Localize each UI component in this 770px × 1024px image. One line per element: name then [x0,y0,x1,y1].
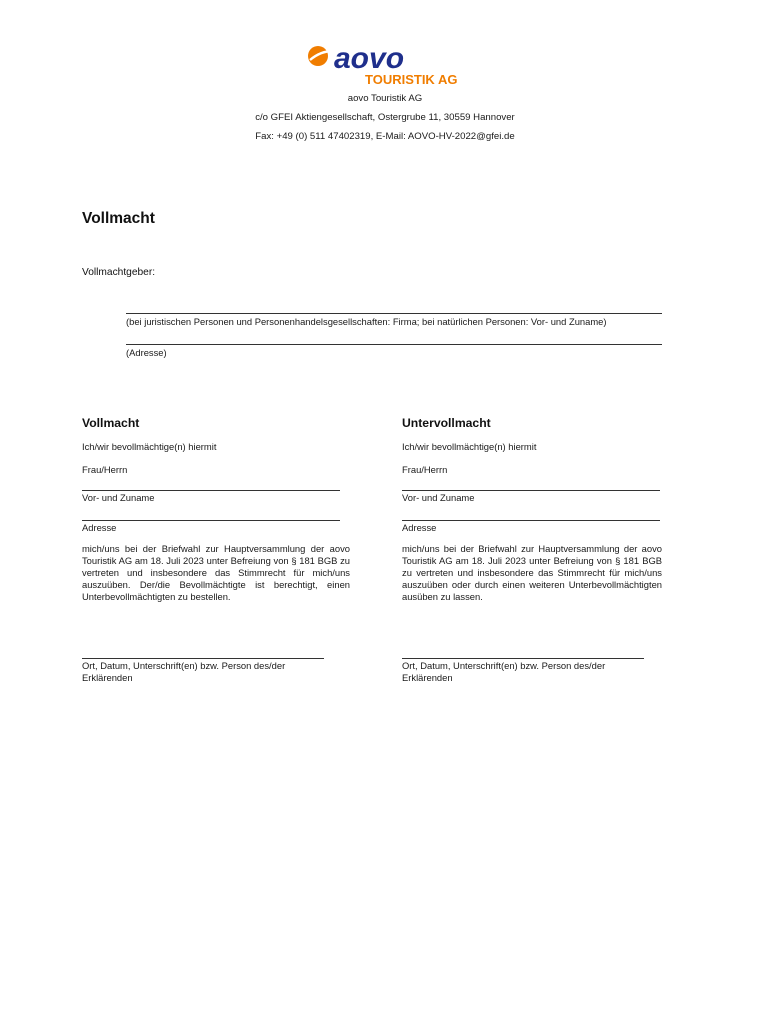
aovo-logo-graphic [304,40,476,86]
left-address-label: Adresse [82,522,117,533]
right-address-label: Adresse [402,522,437,533]
company-address: c/o GFEI Aktiengesellschaft, Ostergrube 11, 30559 Hannover [255,112,515,123]
left-intro: Ich/wir bevollmächtige(n) hiermit [82,441,217,452]
logo-orange-ball-icon [308,46,328,66]
left-signature-label: Ort, Datum, Unterschrift(en) bzw. Person des/der Erklärenden [82,660,286,683]
right-salutation: Frau/Herrn [402,464,448,475]
right-name-field[interactable] [402,490,660,491]
grantor-label: Vollmachtgeber: [82,267,156,278]
company-logo [304,40,476,86]
grantor-name-field[interactable] [126,313,662,314]
company-contact: Fax: +49 (0) 511 47402319, E-Mail: AOVO-HV-2022@gfei.de [255,131,515,142]
left-address-field[interactable] [82,520,340,521]
left-name-label: Vor- und Zuname [82,492,155,503]
left-signature-field[interactable] [82,658,324,659]
grantor-name-hint: (bei juristischen Personen und Personenhandelsgesellschaften: Firma; bei natürlichen Personen: Vor- und Zuname) [126,316,607,327]
left-body-text: mich/uns bei der Briefwahl zur Hauptversammlung der aovo Touristik AG am 18. Juli 2023 unter Befreiung von § 181 BGB zu vertreten und insbesondere das Stimmrecht für mich/uns auszuüben. Der/die Bevollmächtigte ist berechtigt, einen Unterbevollmächtigten zu bestellen. [82,543,350,602]
left-column-title: Vollmacht [82,416,140,430]
left-name-field[interactable] [82,490,340,491]
right-name-label: Vor- und Zuname [402,492,475,503]
logo-brand-text: aovo [334,42,405,75]
right-intro: Ich/wir bevollmächtige(n) hiermit [402,441,537,452]
right-signature-label: Ort, Datum, Unterschrift(en) bzw. Person des/der Erklärenden [402,660,606,683]
left-salutation: Frau/Herrn [82,464,128,475]
right-column-title: Untervollmacht [402,416,491,430]
company-name: aovo Touristik AG [347,93,423,104]
right-address-field[interactable] [402,520,660,521]
right-signature-field[interactable] [402,658,644,659]
grantor-address-field[interactable] [126,344,662,345]
right-body-text: mich/uns bei der Briefwahl zur Hauptversammlung der aovo Touristik AG am 18. Juli 2023 unter Befreiung von § 181 BGB zu vertreten und insbesondere das Stimmrecht für mich/uns auszuüben oder durch einen weiteren Unterbevollmächtigten ausüben zu lassen. [402,543,662,602]
logo-sub-text: TOURISTIK AG [365,72,458,86]
page-title: Vollmacht [82,210,155,227]
grantor-address-hint: (Adresse) [126,347,167,358]
